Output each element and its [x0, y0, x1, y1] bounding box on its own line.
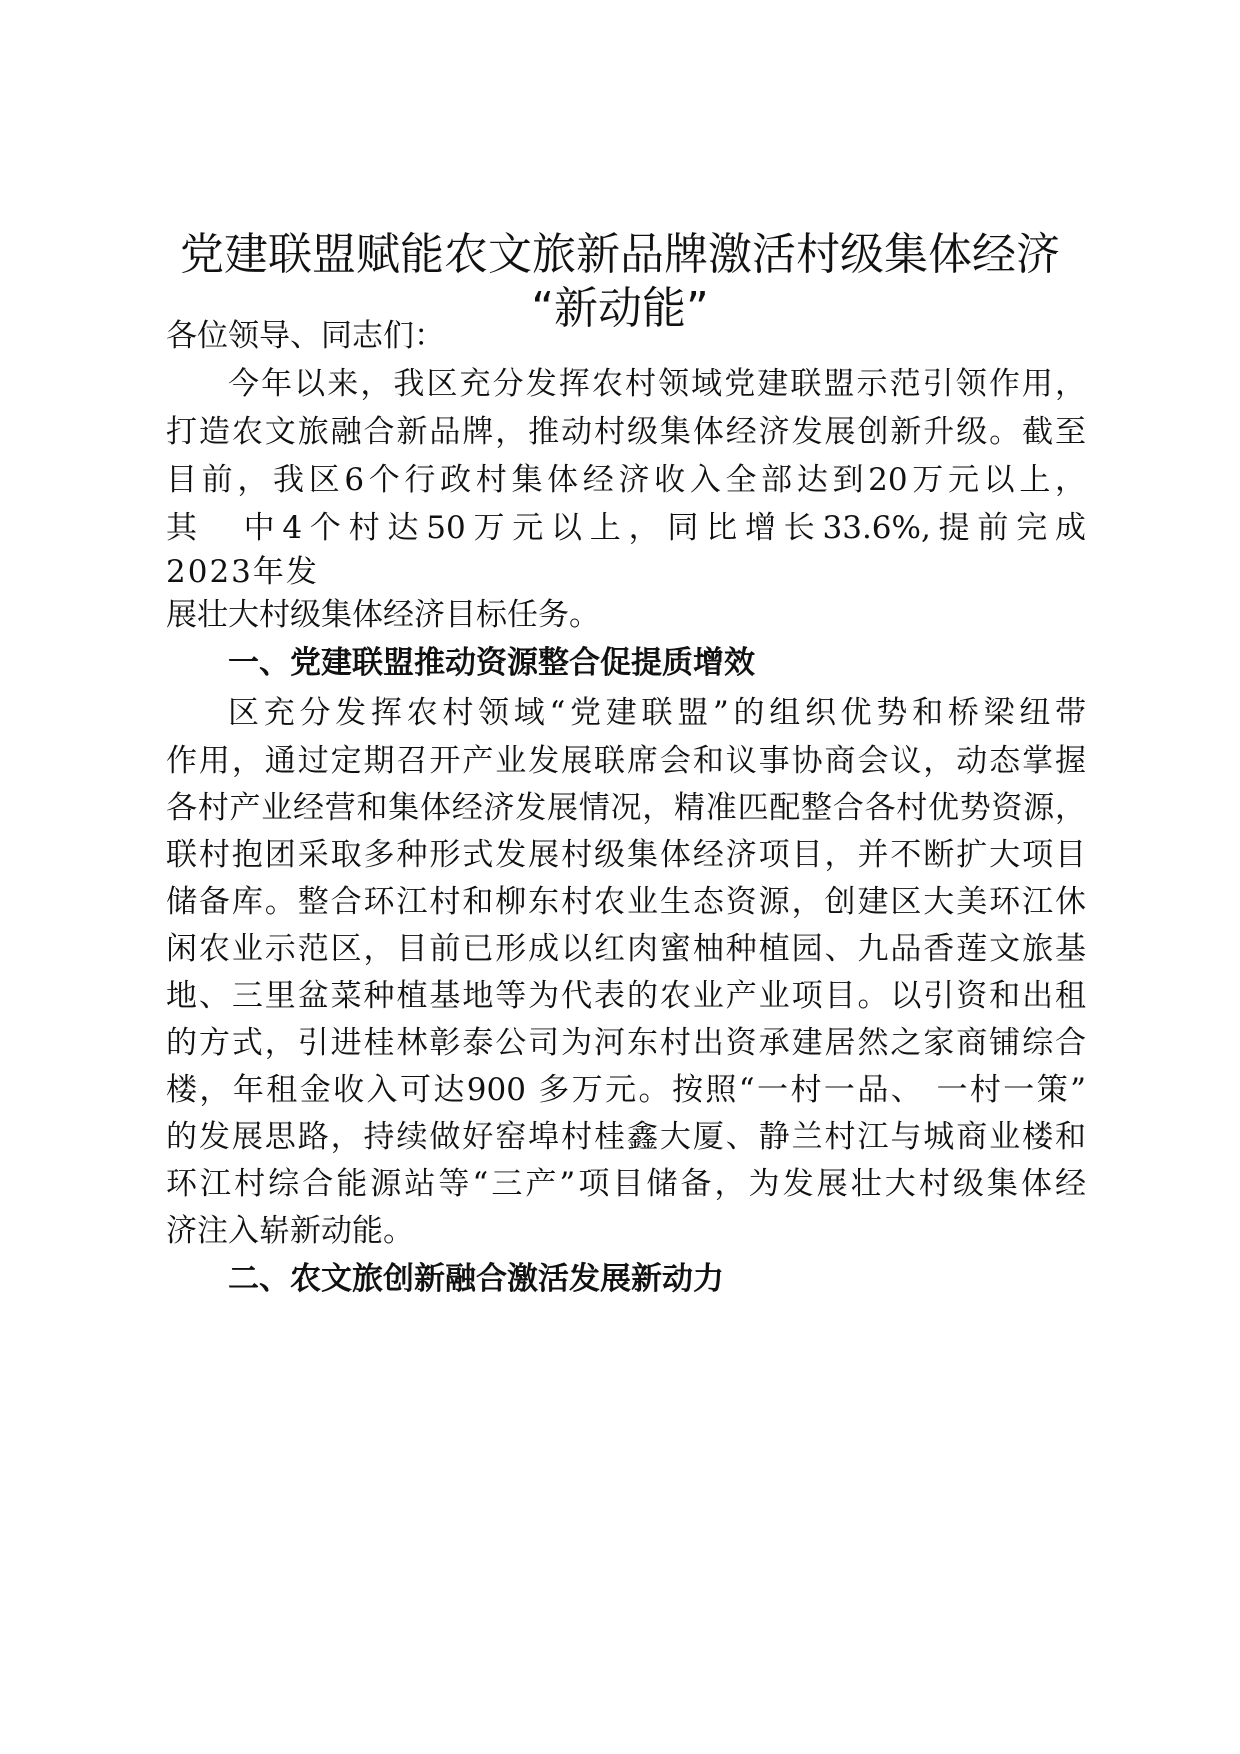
section1-line: 联村抱团采取多种形式发展村级集体经济项目，并不断扩大项目: [166, 837, 1086, 873]
section1-line: 的发展思路，持续做好窑埠村桂鑫大厦、静兰村江与城商业楼和: [166, 1119, 1086, 1155]
intro-line: 其 中4个村达50万元以上，同比增长33.6%,提前完成: [166, 510, 1086, 546]
salutation: 各位领导、同志们：: [166, 318, 445, 354]
document-title-line-1: 党建联盟赋能农文旅新品牌激活村级集体经济: [180, 229, 1060, 280]
section1-line: 闲农业示范区，目前已形成以红肉蜜柚种植园、九品香莲文旅基: [166, 931, 1086, 967]
intro-line: 目前，我区6个行政村集体经济收入全部达到20万元以上，: [166, 462, 1086, 498]
section-heading-1: 一、党建联盟推动资源整合促提质增效: [228, 645, 755, 681]
intro-line: 2023年发: [166, 554, 319, 590]
document-title-line-2: “新动能”: [531, 283, 709, 334]
section1-line: 各村产业经营和集体经济发展情况，精准匹配整合各村优势资源，: [166, 790, 1086, 826]
section1-line: 区充分发挥农村领域“党建联盟”的组织优势和桥梁纽带: [228, 695, 1086, 731]
section-heading-2: 二、农文旅创新融合激活发展新动力: [228, 1261, 724, 1297]
section1-line: 楼，年租金收入可达900 多万元。按照“一村一品、 一村一策”: [166, 1072, 1086, 1108]
section1-line: 地、三里盆菜种植基地等为代表的农业产业项目。以引资和出租: [166, 978, 1086, 1014]
intro-line: 打造农文旅融合新品牌，推动村级集体经济发展创新升级。截至: [166, 414, 1086, 450]
section1-line: 济注入崭新动能。: [166, 1213, 414, 1249]
intro-line: 展壮大村级集体经济目标任务。: [166, 597, 600, 633]
section1-line: 储备库。整合环江村和柳东村农业生态资源，创建区大美环江休: [166, 884, 1086, 920]
section1-line: 作用，通过定期召开产业发展联席会和议事协商会议，动态掌握: [166, 743, 1086, 779]
section1-line: 的方式，引进桂林彰泰公司为河东村出资承建居然之家商铺综合: [166, 1025, 1086, 1061]
intro-line: 今年以来，我区充分发挥农村领域党建联盟示范引领作用，: [228, 366, 1086, 402]
section1-line: 环江村综合能源站等“三产”项目储备，为发展壮大村级集体经: [166, 1166, 1086, 1202]
